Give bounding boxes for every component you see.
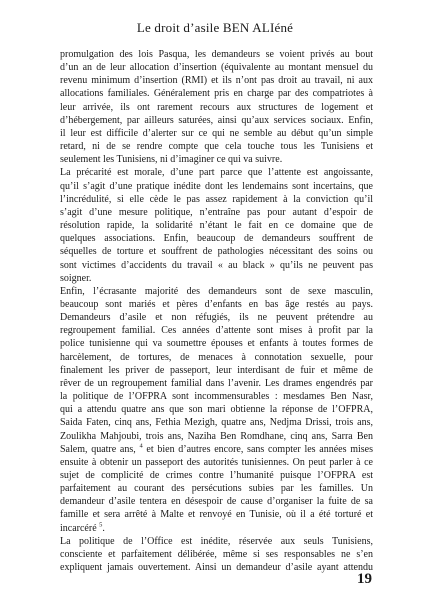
text-line: Zoulikha Mahjoubi, trois ans, Naziha Ben Romdhane, cinq ans, Sarra Ben — [60, 430, 373, 442]
text-line: allocations familiales. Généralement pris en charge par des compatriotes à — [60, 88, 373, 100]
text-line — [60, 443, 373, 456]
text-line: beaucoup sont mariés et pères d’enfants en bas âge restés au pays. — [60, 298, 373, 310]
text-line: police tunisienne qui va soumettre épouses et enfants à toutes formes de — [60, 338, 373, 350]
text-line: séquelles de torture et souffrent de pathologies nécessitant des soins ou — [60, 246, 373, 258]
text-line: consciente et parfaitement délibérée, même si ses responsables ne s’en — [60, 548, 373, 560]
running-header: Le droit d’asile BEN ALIéné — [136, 20, 294, 35]
text-line: résolution rapide, la solidarité n’étant le fait en ce domaine que de — [60, 220, 373, 232]
text-line: finalement les priver de passeport, leur interdisant de fuir et même de — [60, 364, 373, 376]
text-line: Demandeurs d’asile et non réfugiés, ils ne peuvent prétendre au — [60, 312, 373, 324]
text-line: il leur est difficile d’alerter sur ce qui ne semble au début qu’un simple — [60, 127, 373, 139]
text-line: soigner. — [60, 272, 92, 284]
text-line: incarcéré $^5$. — [60, 521, 105, 534]
text-line: ensuite à obtenir un passeport des autorités tunisiennes. On peut parler à ce — [60, 456, 373, 468]
text-line: sujet de complicité de crimes contre l’humanité puisque l’OFPRA est — [60, 470, 373, 481]
body-text — [60, 48, 373, 574]
text-fragment: Salem, quatre ans, — [60, 443, 140, 455]
paragraph — [60, 535, 373, 574]
text-line: La politique de l’Office est inédite, réservée aux seuls Tunisiens, — [60, 535, 373, 547]
text-line: la politique de l’OFPRA sont incommensurables : mesdames Ben Nasr, — [60, 391, 373, 403]
text-fragment: et bien d’autres encore, sans compter les années mises — [142, 443, 373, 455]
footnote-ref: 5 — [99, 521, 103, 529]
text-line: La précarité est morale, d’une part parce que l’attente est angoissante, — [60, 167, 373, 179]
paragraph — [60, 166, 373, 284]
paragraph — [60, 285, 373, 535]
text-line: parfaitement au courant des persécutions subies par les familles. Un — [60, 483, 373, 495]
text-line: retard, ni de se rendre compte que cela touche tous les Tunisiens et — [60, 141, 373, 153]
text-line: seulement les Tunisiens, ni d’imaginer ce qui va suivre. — [60, 154, 283, 166]
text-line: s’agit d’une mesure politique, n’entraîne pas pour autant d’espoir de — [60, 206, 373, 218]
text-line: quelques associations. Enfin, beaucoup de demandeurs souffrent de — [60, 233, 373, 245]
page-number: 19 — [357, 571, 372, 587]
text-line: l’incrédulité, si elle cède le pas assez rapidement à la conviction qu’il — [60, 193, 373, 205]
text-line: expliquent jamais ouvertement. Ainsi un demandeur d’asile ayant attendu — [60, 562, 373, 574]
text-line: qu’il s’agit d’une pratique inédite dont les lendemains sont incertains, que — [60, 180, 373, 192]
text-line: promulgation des lois Pasqua, les demandeurs se voient privés au bout — [60, 49, 373, 60]
footnote-ref: 4 — [139, 442, 143, 450]
text-line: revenu minimum d’insertion (RMI) et ils n’ont pas droit au travail, ni aux — [60, 75, 373, 87]
text-line: Saida Faten, cinq ans, Fethia Mezigh, quatre ans, Nedjma Drissi, trois ans, — [60, 417, 373, 429]
text-fragment: incarcéré — [60, 522, 100, 534]
text-line: d’hébergement, par ailleurs saturées, ainsi qu’aux services sociaux. Enfin, — [60, 114, 373, 126]
text-line: qui a attendu quatre ans que son mari obtienne la réponse de l’OFPRA, — [60, 404, 373, 416]
text-line: rêver de un regroupement familial dans l’avenir. Les drames engendrés par — [60, 377, 373, 389]
text-line: demandeur d’asile tentera en désespoir de cause d’organiser la fuite de sa — [60, 496, 373, 508]
text-line: sont victimes d’accidents du travail « au black » qu’ils ne peuvent pas — [60, 259, 373, 271]
text-line: leur arrivée, ils ont rarement recours aux structures de logement et — [60, 101, 373, 113]
text-line: d’un an de leur allocation d’insertion (équivalente au montant mensuel du — [60, 62, 373, 74]
paragraph — [60, 48, 373, 166]
text-line: Enfin, l’écrasante majorité des demandeurs sont de sexe masculin, — [60, 285, 373, 297]
text-line: famille et sera arrêté à Malte et renvoyé en Tunisie, où il a été torturé et — [60, 509, 373, 521]
text-line: regroupement familial. Ces années d’attente sont mises à profit par la — [60, 325, 373, 337]
text-line: harcèlement, de tortures, de menaces à connotation sexuelle, pour — [60, 351, 373, 363]
